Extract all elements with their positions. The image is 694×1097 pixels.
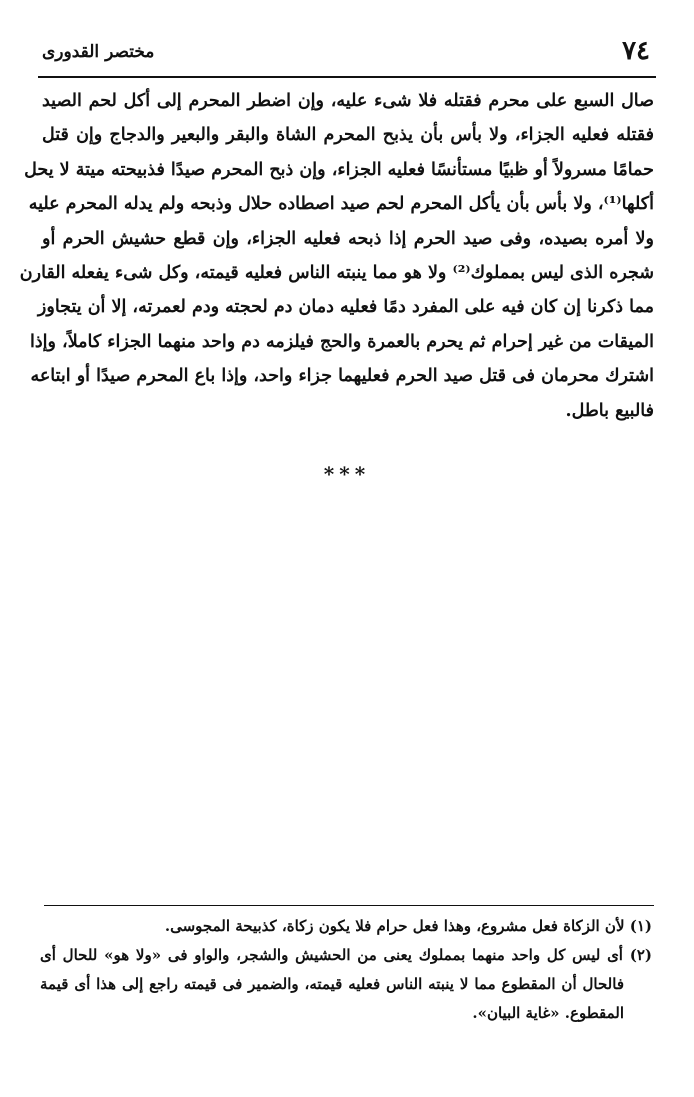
main-text bbox=[19, 84, 654, 428]
page-header bbox=[42, 36, 650, 76]
text-line: مما ذكرنا إن كان فيه على المفرد دمًا فعليه دمان دم لحجته ودم لعمرته، إلا أن يتجاوز bbox=[37, 297, 654, 318]
text-line: حمامًا مسرولاً أو ظبيًا مستأنسًا فعليه الجزاء، وإن ذبح المحرم صيدًا فذبيحته ميتة لا يحل bbox=[24, 159, 654, 180]
footnote-rule bbox=[44, 905, 654, 906]
text-line: فالبيع باطل. bbox=[565, 400, 654, 421]
footnotes bbox=[40, 912, 652, 1028]
text-line: فقتله فعليه الجزاء، ولا بأس بأن يذبح المحرم الشاة والبقر والبعير والدجاج وإن قتل bbox=[42, 125, 654, 146]
footnote-line: فالحال أن المقطوع مما لا ينبته الناس فعليه قيمته، والضمير فى قيمته راجع إلى هذا أى قيمة bbox=[40, 975, 624, 993]
running-title: مختصر القدورى bbox=[42, 42, 155, 62]
footnote-line: المقطوع. «غاية البيان». bbox=[472, 1004, 624, 1022]
text-line: شجره الذى ليس بمملوك⁽²⁾ ولا هو مما ينبته الناس فعليه قيمته، وكل شىء يفعله القارن bbox=[19, 262, 654, 283]
section-separator: *** bbox=[323, 462, 371, 486]
header-rule bbox=[38, 76, 656, 78]
text-line: أكلها⁽¹⁾، ولا بأس بأن يأكل المحرم لحم صيد اصطاده حلال وذبحه ولم يدله المحرم عليه bbox=[28, 194, 654, 215]
footnote-line: (٢) أى ليس كل واحد منهما بمملوك يعنى من الحشيش والشجر، والواو فى «ولا هو» للحال أى bbox=[40, 946, 652, 964]
page-number: ٧٤ bbox=[622, 36, 650, 66]
text-line: صال السبع على محرم فقتله فلا شىء عليه، وإن اضطر المحرم إلى أكل لحم الصيد bbox=[42, 91, 654, 111]
footnote-line: (١) لأن الزكاة فعل مشروع، وهذا فعل حرام فلا يكون زكاة، كذبيحة المجوسى. bbox=[164, 917, 652, 935]
text-line: اشترك محرمان فى قتل صيد الحرم فعليهما جزاء واحد، وإذا باع المحرم صيدًا أو ابتاعه bbox=[30, 366, 654, 387]
text-line: الميقات من غير إحرام ثم يحرم بالعمرة والحج فيلزمه دم واحد منهما الجزاء كاملاً، وإذا bbox=[30, 331, 654, 352]
text-line: ولا أمره بصيده، وفى صيد الحرم إذا ذبحه فعليه الجزاء، وإن قطع حشيش الحرم أو bbox=[42, 228, 654, 249]
